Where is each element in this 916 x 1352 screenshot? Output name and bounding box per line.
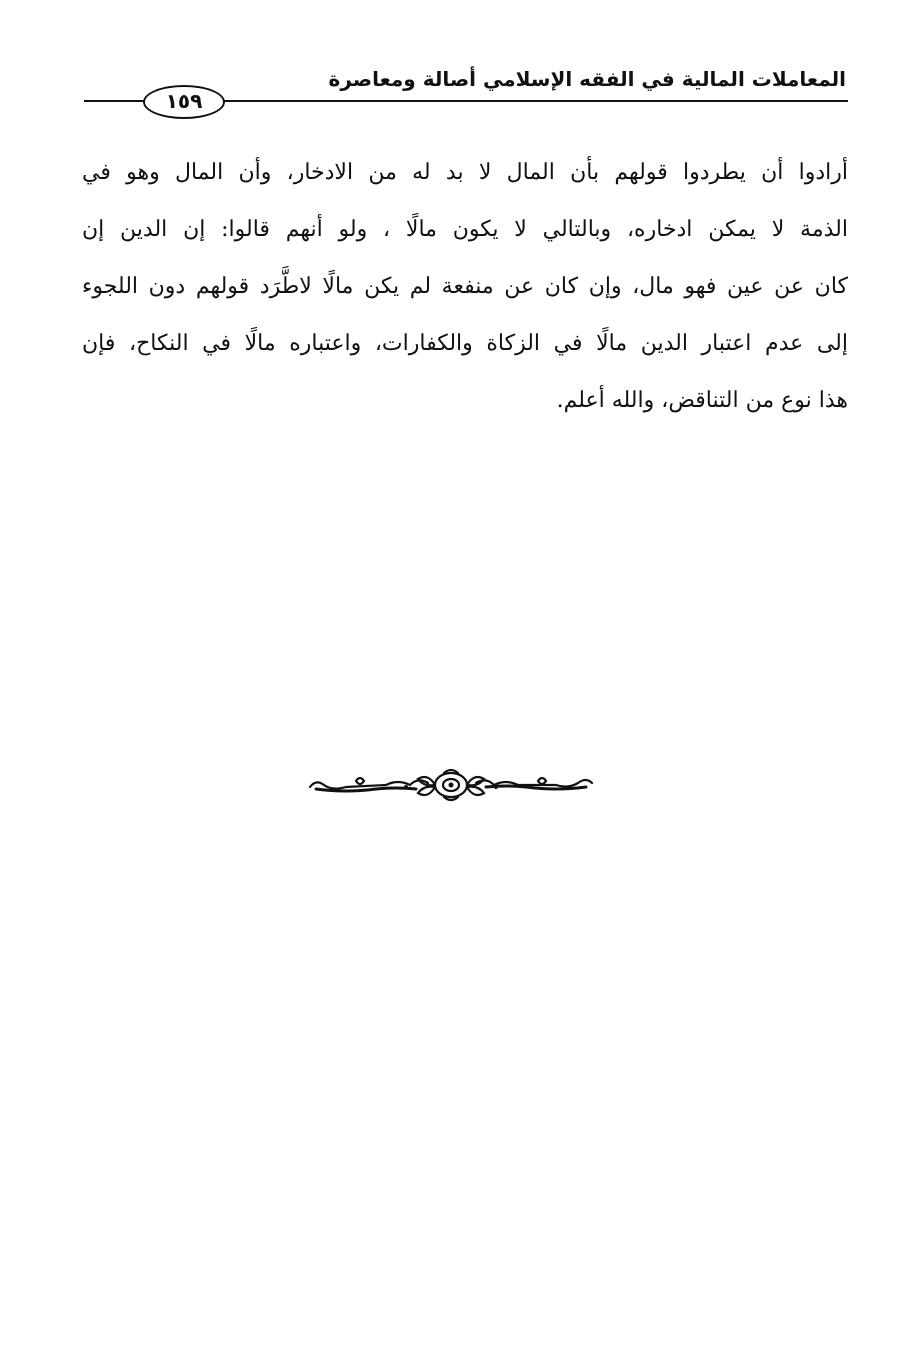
running-title: المعاملات المالية في الفقه الإسلامي أصالة ومعاصرة [328,67,846,91]
decorative-divider-icon [306,765,596,805]
body-line: كان عن عين فهو مال، وإن كان عن منفعة لم يكن مالًا لاطَّرَد قولهم دون اللجوء [82,274,848,299]
body-line: هذا نوع من التناقض، والله أعلم. [556,388,848,413]
body-line: إلى عدم اعتبار الدين مالًا في الزكاة والكفارات، واعتباره مالًا في النكاح، فإن [82,331,848,356]
page-number: ١٥٩ [143,85,225,119]
body-line: أرادوا أن يطردوا قولهم بأن المال لا بد له من الادخار، وأن المال وهو في [82,160,848,185]
body-line: الذمة لا يمكن ادخاره، وبالتالي لا يكون مالًا ، ولو أنهم قالوا: إن الدين إن [82,217,848,242]
body-paragraph [82,148,848,433]
